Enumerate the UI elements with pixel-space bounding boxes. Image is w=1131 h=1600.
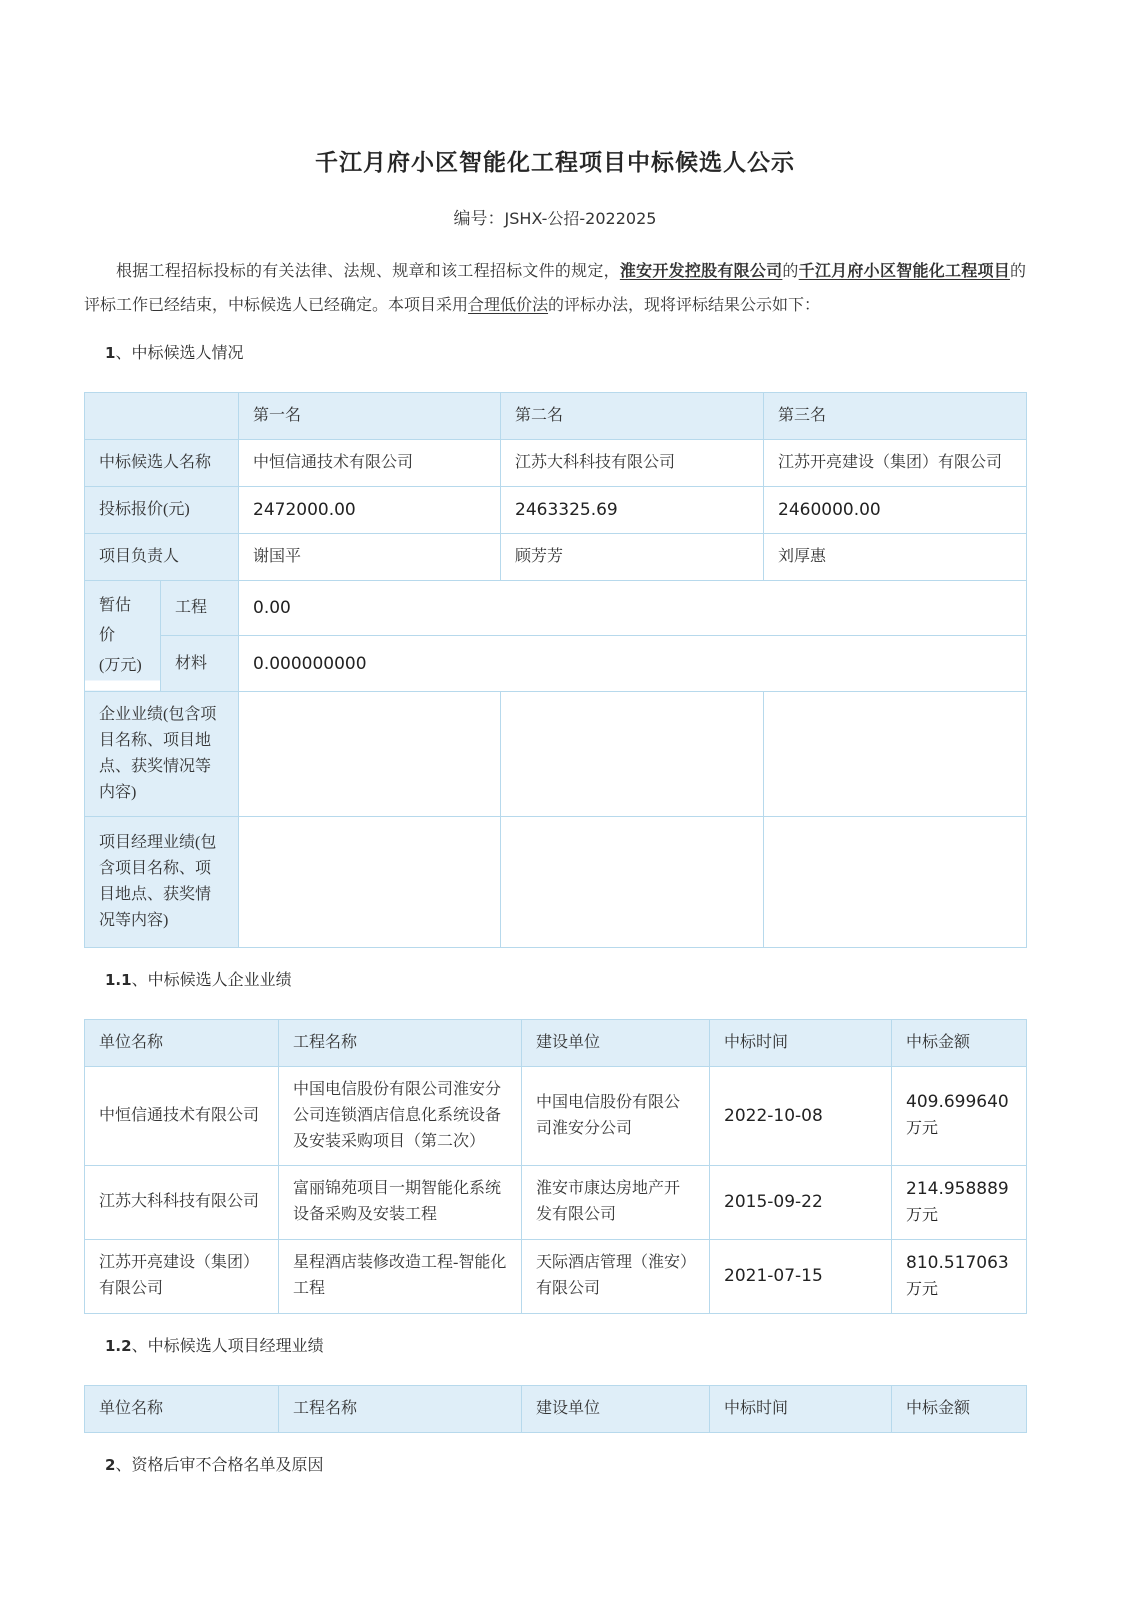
award-amount-unit: 万元 [906, 1280, 939, 1298]
section-2-number: 2 [105, 1455, 116, 1474]
section-1-number: 1 [105, 343, 116, 362]
page-title: 千江月府小区智能化工程项目中标候选人公示 [315, 150, 795, 175]
enterprise-performance-header-row [85, 1019, 1027, 1066]
estimate-label-cell [85, 580, 161, 691]
bid-price-cell: 2463325.69 [501, 486, 764, 533]
project-name-cell: 星程酒店装修改造工程-智能化工程 [279, 1239, 522, 1313]
evaluation-method: 合理低价法 [468, 296, 549, 314]
company-name-cell: 中恒信通技术有限公司 [85, 1066, 279, 1165]
doc-number-value: JSHX-公招-2022025 [504, 208, 657, 228]
candidate-name-cell: 江苏开亮建设（集团）有限公司 [764, 439, 1027, 486]
doc-number-line [84, 204, 1026, 229]
section-1-1-number: 1.1 [105, 970, 132, 989]
award-amount-number: 409.699640 [906, 1092, 1009, 1113]
column-header-cell: 单位名称 [85, 1019, 279, 1066]
project-manager-cell: 顾芳芳 [501, 533, 764, 580]
rank-header-cell: 第一名 [239, 392, 501, 439]
bid-price-row [85, 486, 1027, 533]
estimate-label-text: 暂估价 [99, 596, 132, 644]
owner-name-cell: 淮安市康达房地产开发有限公司 [522, 1165, 710, 1239]
candidate-name-row [85, 439, 1027, 486]
project-manager-cell: 刘厚惠 [764, 533, 1027, 580]
estimate-unit-text: (万元) [99, 656, 142, 674]
candidates-table [84, 392, 1027, 948]
row-label-cell: 企业业绩(包含项目名称、项目地点、获奖情况等内容) [85, 691, 239, 816]
bid-price-cell: 2460000.00 [764, 486, 1027, 533]
enterprise-performance-row [85, 1239, 1027, 1313]
section-2-heading [105, 1453, 1026, 1478]
project-manager-cell: 谢国平 [239, 533, 501, 580]
section-1-1-heading [105, 968, 1026, 993]
row-label-cell: 项目经理业绩(包含项目名称、项目地点、获奖情况等内容) [85, 816, 239, 947]
estimate-material-row [85, 636, 1027, 692]
section-1-1-title: 中标候选人企业业绩 [147, 971, 292, 989]
section-1-separator: 、 [115, 344, 132, 362]
section-1-2-separator: 、 [131, 1337, 148, 1355]
company-name-cell: 江苏开亮建设（集团）有限公司 [85, 1239, 279, 1313]
project-name-cell: 中国电信股份有限公司淮安分公司连锁酒店信息化系统设备及安装采购项目（第二次） [279, 1066, 522, 1165]
manager-performance-table [84, 1385, 1027, 1433]
estimate-engineering-row [85, 580, 1027, 636]
project-name: 千江月府小区智能化工程项目 [798, 262, 1010, 280]
row-label-cell: 项目负责人 [85, 533, 239, 580]
manager-performance-header-row [85, 1385, 1027, 1432]
company-performance-cell [239, 691, 501, 816]
award-amount-number: 214.958889 [906, 1178, 1009, 1199]
enterprise-performance-row [85, 1165, 1027, 1239]
section-2-title: 资格后审不合格名单及原因 [131, 1456, 324, 1474]
manager-performance-cell [501, 816, 764, 947]
section-1-2-number: 1.2 [105, 1336, 132, 1355]
bid-price-cell: 2472000.00 [239, 486, 501, 533]
owner-name-cell: 天际酒店管理（淮安）有限公司 [522, 1239, 710, 1313]
rank-header-cell: 第三名 [764, 392, 1027, 439]
intro-text-4: 的评标办法，现将评标结果公示如下： [548, 296, 821, 314]
project-name-cell: 富丽锦苑项目一期智能化系统设备采购及安装工程 [279, 1165, 522, 1239]
enterprise-performance-table [84, 1019, 1027, 1314]
section-1-heading [105, 341, 1026, 366]
column-header-cell: 工程名称 [279, 1385, 522, 1432]
owner-name-cell: 中国电信股份有限公司淮安分公司 [522, 1066, 710, 1165]
column-header-cell: 中标金额 [892, 1019, 1027, 1066]
award-amount-cell [892, 1066, 1027, 1165]
tenderer-name: 淮安开发控股有限公司 [619, 262, 783, 280]
company-performance-row [85, 691, 1027, 816]
empty-corner-cell [85, 392, 239, 439]
candidate-name-cell: 江苏大科科技有限公司 [501, 439, 764, 486]
column-header-cell: 中标金额 [892, 1385, 1027, 1432]
estimate-sub-label-cell: 工程 [161, 580, 239, 636]
company-performance-cell [764, 691, 1027, 816]
award-amount-unit: 万元 [906, 1206, 939, 1224]
estimate-sub-label-cell: 材料 [161, 636, 239, 692]
manager-performance-cell [239, 816, 501, 947]
intro-paragraph [84, 255, 1026, 323]
column-header-cell: 单位名称 [85, 1385, 279, 1432]
award-amount-number: 810.517063 [906, 1252, 1009, 1273]
company-performance-cell [501, 691, 764, 816]
estimate-material-value-cell: 0.000000000 [239, 636, 1027, 692]
estimate-engineering-value-cell: 0.00 [239, 580, 1027, 636]
column-header-cell: 建设单位 [522, 1385, 710, 1432]
enterprise-performance-row [85, 1066, 1027, 1165]
section-1-2-heading [105, 1334, 1026, 1359]
section-1-title: 中标候选人情况 [131, 344, 244, 362]
section-2-separator: 、 [115, 1456, 132, 1474]
column-header-cell: 建设单位 [522, 1019, 710, 1066]
section-1-1-separator: 、 [131, 971, 148, 989]
intro-text-2: 的 [782, 262, 799, 280]
award-amount-unit: 万元 [906, 1120, 939, 1138]
award-date-cell: 2015-09-22 [710, 1165, 892, 1239]
intro-text-1: 根据工程招标投标的有关法律、法规、规章和该工程招标文件的规定， [116, 262, 620, 280]
doc-number-label: 编号： [453, 208, 505, 228]
candidates-header-row [85, 392, 1027, 439]
manager-performance-row [85, 816, 1027, 947]
award-date-cell: 2021-07-15 [710, 1239, 892, 1313]
intro-text-3: 的评标工作已经结束，中标候选人已经确定。本项目采用 [84, 262, 1026, 314]
rank-header-cell: 第二名 [501, 392, 764, 439]
row-label-cell: 中标候选人名称 [85, 439, 239, 486]
column-header-cell: 中标时间 [710, 1019, 892, 1066]
manager-performance-cell [764, 816, 1027, 947]
column-header-cell: 工程名称 [279, 1019, 522, 1066]
award-date-cell: 2022-10-08 [710, 1066, 892, 1165]
award-amount-cell [892, 1165, 1027, 1239]
section-1-2-title: 中标候选人项目经理业绩 [147, 1337, 324, 1355]
column-header-cell: 中标时间 [710, 1385, 892, 1432]
row-label-cell: 投标报价(元) [85, 486, 239, 533]
project-manager-row [85, 533, 1027, 580]
company-name-cell: 江苏大科科技有限公司 [85, 1165, 279, 1239]
candidate-name-cell: 中恒信通技术有限公司 [239, 439, 501, 486]
award-amount-cell [892, 1239, 1027, 1313]
